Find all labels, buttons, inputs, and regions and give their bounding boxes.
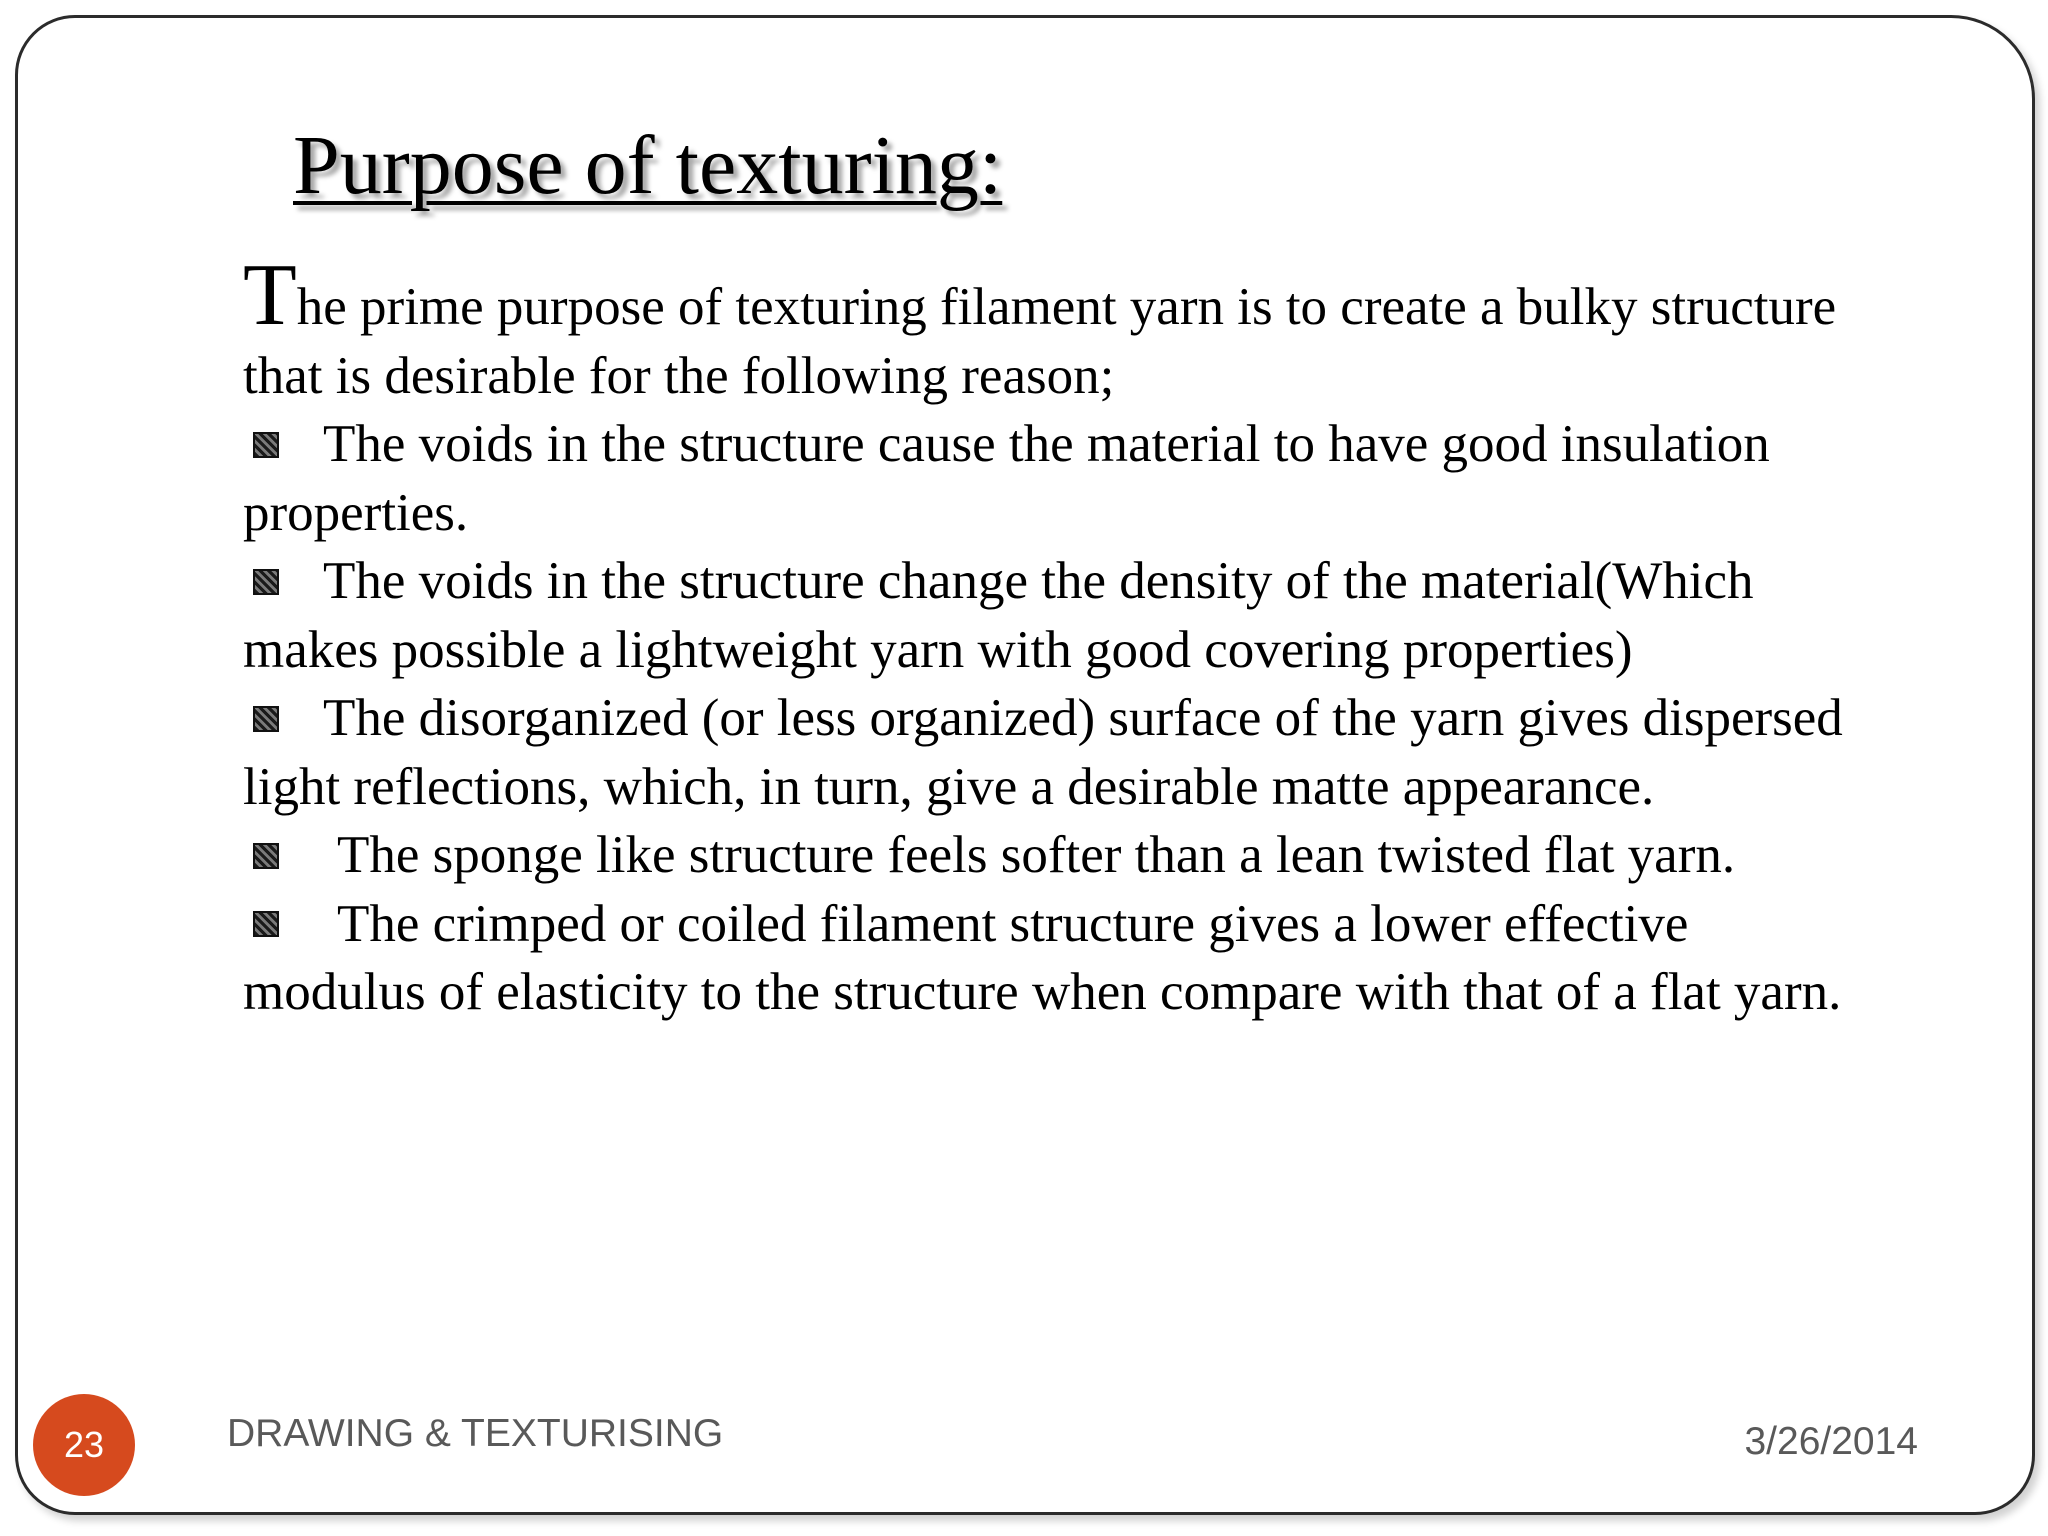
bullet-item — [243, 821, 1883, 890]
bullet-text: The voids in the structure change the density of the material(Which makes possible a lightweight yarn with good covering properties) — [243, 552, 1754, 679]
slide-title: Purpose of texturing: — [293, 119, 1003, 212]
slide-body — [243, 247, 1883, 1027]
drop-cap: T — [243, 247, 297, 344]
slide-number-badge: 23 — [33, 1394, 135, 1496]
square-bullet-icon — [253, 843, 279, 869]
square-bullet-icon — [253, 706, 279, 732]
bullet-text: The crimped or coiled filament structure gives a lower effective modulus of elasticity to the structure when compare with that of a flat yarn. — [243, 894, 1842, 1021]
square-bullet-icon — [253, 569, 279, 595]
bullet-text: The disorganized (or less organized) surface of the yarn gives dispersed light reflections, which, in turn, give a desirable matte appearance. — [243, 689, 1843, 816]
footer-date: 3/26/2014 — [1744, 1420, 1918, 1463]
intro-paragraph — [243, 247, 1883, 410]
bullet-text: The sponge like structure feels softer than a lean twisted flat yarn. — [337, 826, 1736, 884]
bullet-item — [243, 890, 1883, 1027]
footer-title: DRAWING & TEXTURISING — [227, 1412, 724, 1455]
bullet-item — [243, 547, 1883, 684]
bullet-text: The voids in the structure cause the material to have good insulation properties. — [243, 415, 1770, 542]
bullet-item — [243, 410, 1883, 547]
square-bullet-icon — [253, 911, 279, 937]
bullet-item — [243, 684, 1883, 821]
square-bullet-icon — [253, 432, 279, 458]
intro-text: he prime purpose of texturing filament yarn is to create a bulky structure that is desirable for the following reason; — [243, 278, 1837, 405]
